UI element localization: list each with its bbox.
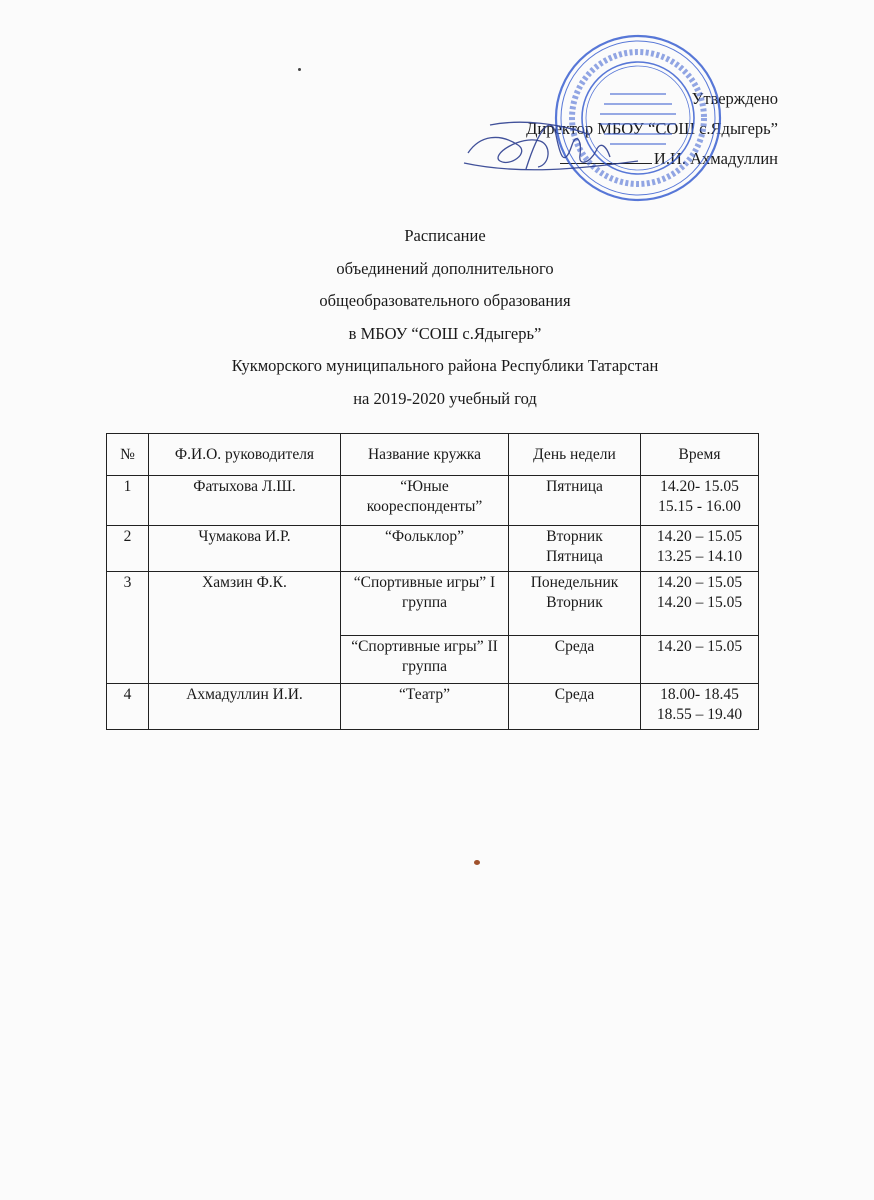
day-line: Пятница	[546, 548, 603, 565]
table-row	[107, 684, 759, 730]
time-line: 14.20- 15.05	[660, 478, 739, 495]
header-teacher: Ф.И.О. руководителя	[149, 434, 341, 476]
table-row	[107, 526, 759, 572]
cell-day	[509, 636, 641, 684]
cell-day	[509, 526, 641, 572]
time-line: 18.55 – 19.40	[656, 706, 743, 723]
day-line: Пятница	[546, 478, 603, 495]
day-line: Среда	[554, 638, 595, 655]
document-title	[180, 220, 710, 416]
cell-teacher: Чумакова И.Р.	[149, 526, 341, 572]
cell-club: “Спортивные игры” I группа	[341, 572, 509, 636]
time-line: 14.20 – 15.05	[656, 574, 743, 591]
title-line: Кукморского муниципального района Республики Татарстан	[231, 356, 659, 376]
header-num: №	[107, 434, 149, 476]
cell-teacher: Фатыхова Л.Ш.	[149, 476, 341, 526]
title-line: на 2019-2020 учебный год	[353, 388, 537, 408]
title-line: объединений дополнительного	[336, 258, 554, 278]
cell-club: “Юные коореспонденты”	[341, 476, 509, 526]
cell-time	[641, 526, 759, 572]
approval-title: Утверждено	[691, 89, 778, 108]
approval-director: Директор МБОУ “СОШ с.Ядыгерь”	[526, 119, 778, 138]
header-club: Название кружка	[341, 434, 509, 476]
cell-time	[641, 684, 759, 730]
time-line: 13.25 – 14.10	[656, 548, 743, 565]
table-row	[107, 572, 759, 636]
cell-teacher: Ахмадуллин И.И.	[149, 684, 341, 730]
day-line: Среда	[554, 686, 595, 703]
schedule-table	[106, 433, 759, 730]
time-line: 18.00- 18.45	[660, 686, 739, 703]
cell-club: “Театр”	[341, 684, 509, 730]
title-line: Расписание	[404, 226, 486, 245]
signature-icon	[460, 105, 640, 185]
time-line: 14.20 – 15.05	[656, 638, 743, 655]
title-line: в МБОУ “СОШ с.Ядыгерь”	[348, 323, 542, 343]
day-line: Вторник	[546, 528, 603, 545]
title-line: общеобразовательного образования	[319, 291, 571, 311]
cell-day	[509, 572, 641, 636]
cell-num: 1	[107, 476, 149, 526]
approval-signatory: И.И. Ахмадуллин	[378, 144, 778, 174]
table-header-row	[107, 434, 759, 476]
header-day: День недели	[509, 434, 641, 476]
time-line: 14.20 – 15.05	[656, 594, 743, 611]
cell-time	[641, 572, 759, 636]
header-time: Время	[641, 434, 759, 476]
cell-club: “Спортивные игры” II группа	[341, 636, 509, 684]
time-line: 15.15 - 16.00	[658, 498, 741, 515]
cell-day	[509, 476, 641, 526]
cell-teacher: Хамзин Ф.К.	[149, 572, 341, 684]
cell-num: 4	[107, 684, 149, 730]
time-line: 14.20 – 15.05	[656, 528, 743, 545]
cell-day	[509, 684, 641, 730]
cell-club: “Фольклор”	[341, 526, 509, 572]
cell-time	[641, 476, 759, 526]
cell-num: 3	[107, 572, 149, 684]
day-line: Вторник	[546, 594, 603, 611]
cell-num: 2	[107, 526, 149, 572]
speck	[474, 860, 480, 865]
cell-time	[641, 636, 759, 684]
speck	[298, 68, 301, 71]
table-row	[107, 476, 759, 526]
day-line: Понедельник	[530, 574, 619, 591]
